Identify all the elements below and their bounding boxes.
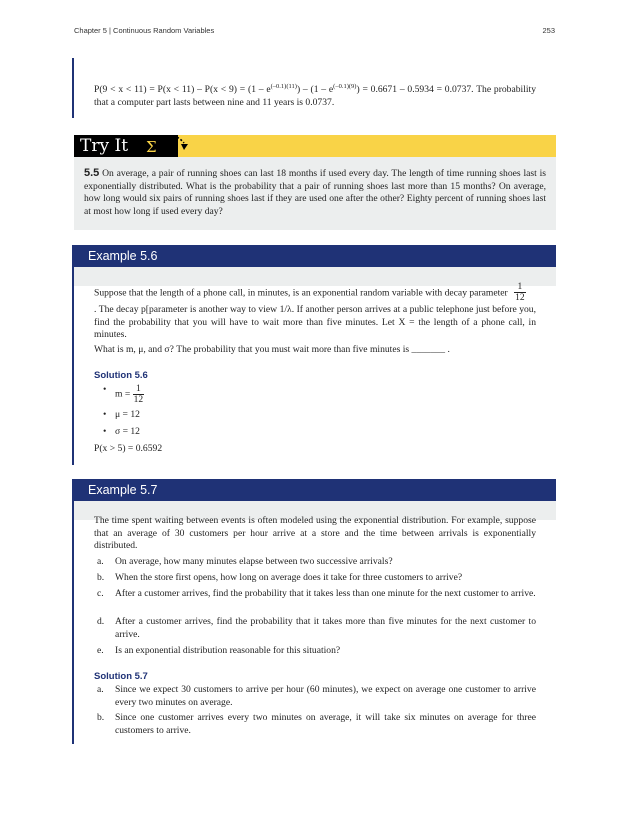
example-5-7-left-rule (72, 479, 74, 744)
intro-left-rule (72, 58, 74, 118)
example-5-6-left-rule (72, 245, 74, 465)
try-it-label: Try It (74, 135, 178, 157)
try-it-number: 5.5 (84, 167, 100, 179)
example-5-7-header (74, 479, 556, 501)
solution-5-7-item-b: b. Since one customer arrives every two minutes on average, it will take six minutes on average for three customers to arrive. (97, 712, 536, 736)
example-5-7-intro: The time spent waiting between events is often modeled using the exponential distribution. For example, suppose that an average of 30 customers per hour arrive at a store and the time between arrivals is exponentially distributed. (94, 515, 536, 551)
solution-5-7-item-a: a. Since we expect 30 customers to arrive per hour (60 minutes), we expect on average one customer to arrive every two minutes on average. (97, 684, 536, 708)
solution-5-6-bullet-sigma: • σ = 12 (103, 426, 140, 437)
example-5-6-header (74, 245, 556, 267)
example-5-7-item-a: a. On average, how many minutes elapse between two successive arrivals? (97, 556, 393, 567)
example-5-6-title: Example 5.6 (88, 249, 158, 263)
solution-5-6-result: P(x > 5) = 0.6592 (94, 443, 163, 454)
try-it-pencil-icon (144, 135, 214, 157)
solution-5-6-title: Solution 5.6 (94, 370, 148, 381)
decay-parameter-fraction: $\frac{1}{12}$ (515, 282, 525, 303)
example-5-6-prompt: What is m, μ, and σ? The probability that you must wait more than five minutes is _______ . (94, 344, 450, 355)
example-5-7-title: Example 5.7 (88, 483, 158, 497)
svg-text:Σ: Σ (146, 138, 157, 156)
example-5-6-question: Suppose that the length of a phone call, in minutes, is an exponential random variable with decay parameter $\frac{1}{12}$ (94, 282, 525, 303)
solution-5-6-bullet-mu: • μ = 12 (103, 409, 140, 420)
example-5-7-item-b: b. When the store first opens, how long on average does it take for three customers to arrive? (97, 572, 463, 583)
solution-5-6-bullet-m: • m = $\frac{1}{12}$ (103, 384, 144, 405)
try-it-text: 5.5 On average, a pair of running shoes can last 18 months if used every day. The length of time running shoes last is exponentially distributed. What is the probability that a pair of running shoes last more than 15 months? On average, how long would six pairs of running shoes last if they are used one after the other? Eighty percent of running shoes last at most how long if used every day? (84, 167, 546, 217)
try-it-panel (74, 157, 556, 230)
page-number: 253 (542, 26, 555, 35)
intro-paragraph: $P(9 < x < 11) = P(x < 11) - P(x < 9) = (1 - e^{(-0.1)(11)}) - (1 - e^{(-0.1)(9)}) = 0.6671 - 0.5934 = 0.0737$. The probability that a computer part lasts between nine and 11 years is 0.0737. (94, 83, 536, 108)
example-5-7-item-c: c. After a customer arrives, find the probability that it takes less than one minute for the next customer to arrive. (97, 588, 536, 599)
example-5-6-paragraph-2: . The decay p[parameter is another way to view 1/λ. If another person arrives at a public telephone just before you, find the probability that you will have to wait more than five minutes. Let X = the length of a phone call, in minutes. (94, 304, 536, 340)
m-fraction: $\frac{1}{12}$ (133, 384, 144, 405)
running-header-chapter: Chapter 5 | Continuous Random Variables (74, 26, 215, 35)
example-5-7-item-d: d. After a customer arrives, find the probability that it takes more than five minutes for the next customer to arrive. (97, 616, 536, 640)
solution-5-7-title: Solution 5.7 (94, 671, 148, 682)
try-it-banner (74, 135, 556, 157)
example-5-7-item-e: e. Is an exponential distribution reasonable for this situation? (97, 645, 341, 656)
